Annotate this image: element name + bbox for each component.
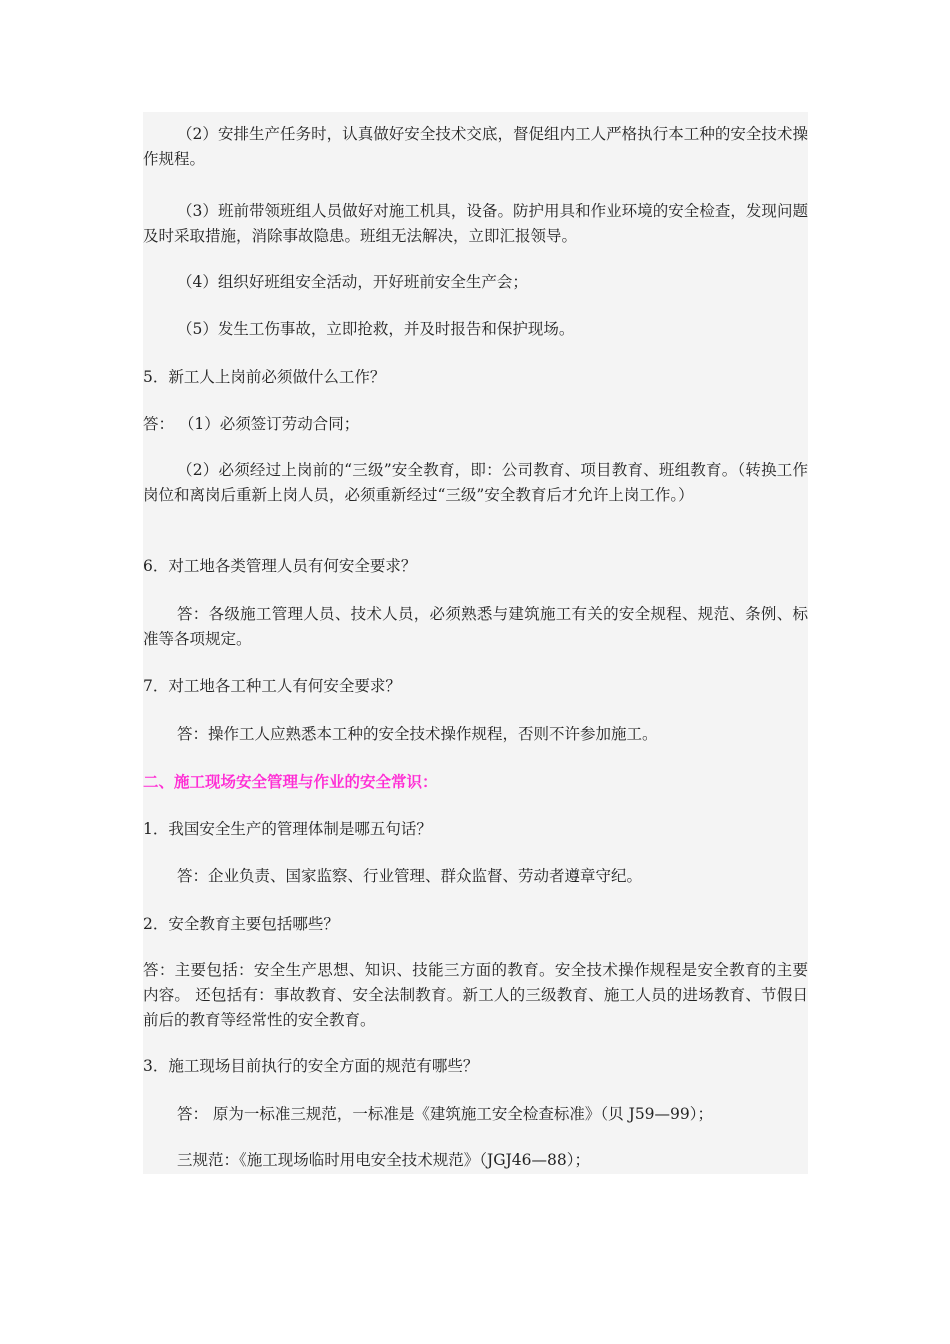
answer-5-item-2: （2）必须经过上岗前的“三级”安全教育，即：公司教育、项目教育、班组教育。（转换工作岗位和离岗后重新上岗人员，必须重新经过“三级”安全教育后才允许上岗工作。） [143,461,808,504]
answer-1: 答：企业负责、国家监察、行业管理、群众监督、劳动者遵章守纪。 [177,867,643,885]
paragraph-team-leader-duty-5: （5）发生工伤事故，立即抢救，并及时报告和保护现场。 [177,320,575,338]
question-5: 5．新工人上岗前必须做什么工作？ [143,368,386,386]
question-7: 7．对工地各工种工人有何安全要求？ [143,677,401,695]
paragraph-team-leader-duty-3: （3）班前带领班组人员做好对施工机具，设备。防护用具和作业环境的安全检查，发现问题及时采取措施，消除事故隐患。班组无法解决，立即汇报领导。 [143,202,808,245]
question-6: 6．对工地各类管理人员有何安全要求？ [143,557,417,575]
question-3: 3．施工现场目前执行的安全方面的规范有哪些？ [143,1057,479,1075]
section-heading-2: 二、施工现场安全管理与作业的安全常识： [143,773,438,791]
answer-3-standard: 答： 原为一标准三规范，一标准是《建筑施工安全检查标准》（贝 J59—99）； [177,1105,714,1123]
answer-3-specifications: 三规范：《施工现场临时用电安全技术规范》（JGJ46—88）； [177,1151,591,1169]
question-2: 2．安全教育主要包括哪些？ [143,915,339,933]
answer-5-item-1: 答： （1）必须签订劳动合同； [143,415,360,433]
document-content [143,112,808,1174]
question-1: 1．我国安全生产的管理体制是哪五句话？ [143,820,432,838]
paragraph-team-leader-duty-2: （2）安排生产任务时，认真做好安全技术交底，督促组内工人严格执行本工种的安全技术操作规程。 [143,125,808,168]
answer-7: 答：操作工人应熟悉本工种的安全技术操作规程，否则不许参加施工。 [177,725,658,743]
paragraph-team-leader-duty-4: （4）组织好班组安全活动，开好班前安全生产会； [177,273,528,291]
answer-6: 答：各级施工管理人员、技术人员，必须熟悉与建筑施工有关的安全规程、规范、条例、标准等各项规定。 [143,605,808,648]
answer-2: 答：主要包括：安全生产思想、知识、技能三方面的教育。安全技术操作规程是安全教育的主要内容。 还包括有：事故教育、安全法制教育。新工人的三级教育、施工人员的进场教育、节假日前后的教育等经常性的安全教育。 [143,961,808,1029]
